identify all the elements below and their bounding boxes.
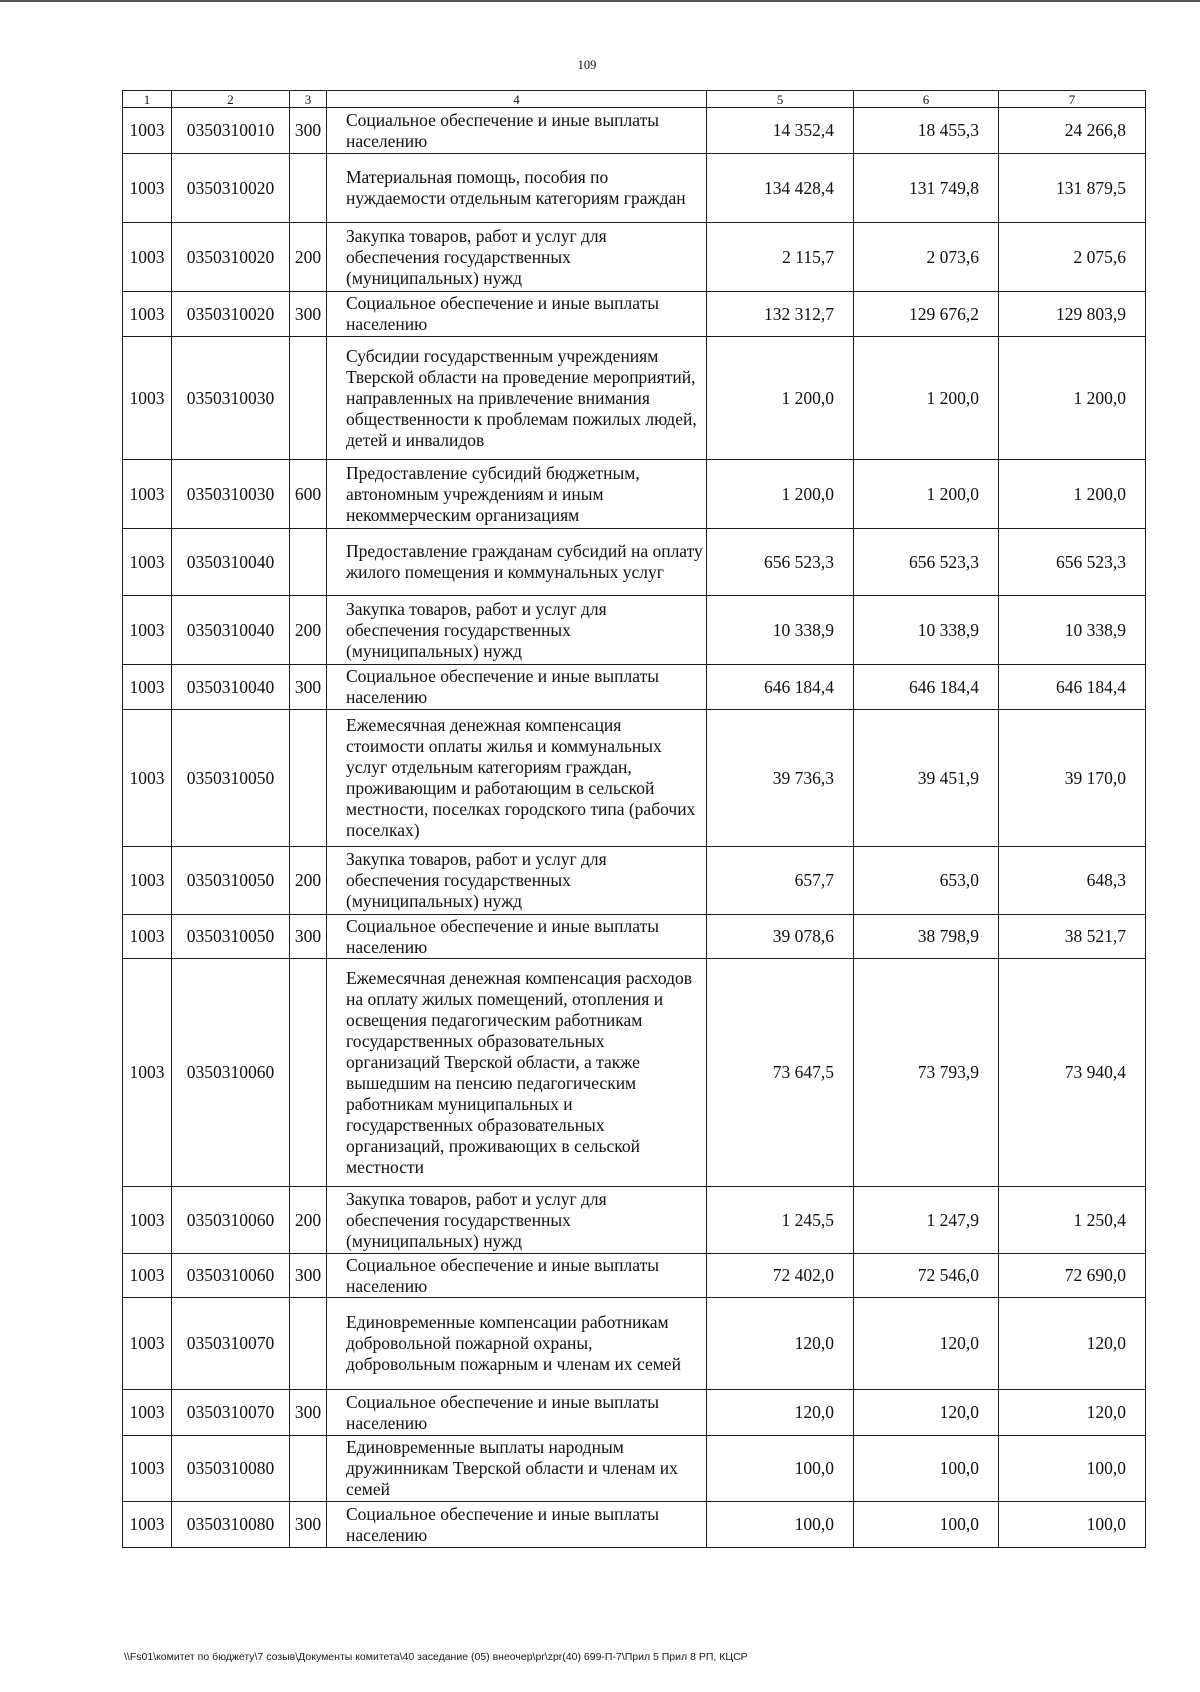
cell-col-5: 100,0 (707, 1436, 854, 1502)
cell-col-7: 120,0 (999, 1390, 1146, 1436)
cell-col-4: Социальное обеспечение и иные выплаты населению (327, 915, 707, 959)
cell-col-7: 648,3 (999, 847, 1146, 915)
cell-col-3: 300 (290, 1390, 327, 1436)
cell-col-4: Единовременные компенсации работникам добровольной пожарной охраны, добровольным пожарным и членам их семей (327, 1298, 707, 1390)
cell-col-2: 0350310060 (172, 959, 290, 1187)
cell-col-5: 646 184,4 (707, 665, 854, 710)
cell-col-7: 10 338,9 (999, 596, 1146, 665)
cell-col-2: 0350310080 (172, 1436, 290, 1502)
cell-col-4: Предоставление субсидий бюджетным, автономным учреждениям и иным некоммерческим организациям (327, 460, 707, 529)
cell-col-2: 0350310070 (172, 1390, 290, 1436)
cell-col-3 (290, 1436, 327, 1502)
table-row (123, 1298, 1146, 1390)
header-cell-7: 7 (999, 91, 1146, 108)
cell-col-7: 39 170,0 (999, 710, 1146, 847)
cell-col-5: 134 428,4 (707, 154, 854, 223)
cell-col-3 (290, 959, 327, 1187)
cell-col-3 (290, 529, 327, 596)
table-row (123, 337, 1146, 460)
cell-col-3: 300 (290, 292, 327, 337)
cell-col-1: 1003 (123, 596, 172, 665)
cell-col-6: 1 247,9 (854, 1187, 999, 1254)
cell-col-4: Закупка товаров, работ и услуг для обеспечения государственных (муниципальных) нужд (327, 847, 707, 915)
cell-col-3: 300 (290, 108, 327, 154)
cell-col-1: 1003 (123, 154, 172, 223)
cell-col-4: Социальное обеспечение и иные выплаты населению (327, 108, 707, 154)
cell-col-6: 72 546,0 (854, 1254, 999, 1298)
cell-col-6: 129 676,2 (854, 292, 999, 337)
cell-col-4: Социальное обеспечение и иные выплаты населению (327, 1254, 707, 1298)
cell-col-1: 1003 (123, 108, 172, 154)
header-cell-2: 2 (172, 91, 290, 108)
cell-col-2: 0350310030 (172, 337, 290, 460)
cell-col-3: 200 (290, 223, 327, 292)
cell-col-3: 200 (290, 596, 327, 665)
cell-col-5: 73 647,5 (707, 959, 854, 1187)
cell-col-1: 1003 (123, 460, 172, 529)
table-row (123, 108, 1146, 154)
cell-col-4: Закупка товаров, работ и услуг для обеспечения государственных (муниципальных) нужд (327, 223, 707, 292)
cell-col-6: 1 200,0 (854, 460, 999, 529)
cell-col-7: 24 266,8 (999, 108, 1146, 154)
header-cell-3: 3 (290, 91, 327, 108)
cell-col-3: 200 (290, 1187, 327, 1254)
cell-col-4: Социальное обеспечение и иные выплаты населению (327, 1390, 707, 1436)
cell-col-3 (290, 337, 327, 460)
cell-col-2: 0350310040 (172, 596, 290, 665)
cell-col-4: Закупка товаров, работ и услуг для обеспечения государственных (муниципальных) нужд (327, 1187, 707, 1254)
cell-col-3: 200 (290, 847, 327, 915)
cell-col-3: 300 (290, 915, 327, 959)
cell-col-5: 120,0 (707, 1298, 854, 1390)
cell-col-2: 0350310060 (172, 1254, 290, 1298)
cell-col-2: 0350310040 (172, 529, 290, 596)
cell-col-7: 72 690,0 (999, 1254, 1146, 1298)
cell-col-4: Субсидии государственным учреждениям Тверской области на проведение мероприятий, направленных на привлечение внимания общественности к проблемам пожилых людей, детей и инвалидов (327, 337, 707, 460)
cell-col-2: 0350310010 (172, 108, 290, 154)
cell-col-2: 0350310020 (172, 154, 290, 223)
cell-col-3 (290, 154, 327, 223)
cell-col-1: 1003 (123, 915, 172, 959)
cell-col-3 (290, 1298, 327, 1390)
cell-col-6: 38 798,9 (854, 915, 999, 959)
cell-col-7: 656 523,3 (999, 529, 1146, 596)
cell-col-3: 300 (290, 1254, 327, 1298)
table-row (123, 460, 1146, 529)
cell-col-2: 0350310020 (172, 223, 290, 292)
cell-col-6: 18 455,3 (854, 108, 999, 154)
cell-col-2: 0350310050 (172, 710, 290, 847)
cell-col-5: 14 352,4 (707, 108, 854, 154)
table-row (123, 1187, 1146, 1254)
table-row (123, 710, 1146, 847)
cell-col-6: 100,0 (854, 1436, 999, 1502)
cell-col-6: 120,0 (854, 1298, 999, 1390)
cell-col-5: 39 078,6 (707, 915, 854, 959)
cell-col-5: 10 338,9 (707, 596, 854, 665)
header-cell-4: 4 (327, 91, 707, 108)
cell-col-5: 132 312,7 (707, 292, 854, 337)
cell-col-1: 1003 (123, 1187, 172, 1254)
cell-col-6: 131 749,8 (854, 154, 999, 223)
cell-col-3: 600 (290, 460, 327, 529)
table-row (123, 154, 1146, 223)
cell-col-4: Ежемесячная денежная компенсация расходов на оплату жилых помещений, отопления и освещения педагогическим работникам государственных образовательных организаций Тверской области, а также вышедшим на пенсию педагогическим работникам муниципальных и государственных образовательных организаций, проживающих в сельской местности (327, 959, 707, 1187)
cell-col-7: 1 200,0 (999, 337, 1146, 460)
cell-col-5: 1 245,5 (707, 1187, 854, 1254)
cell-col-2: 0350310040 (172, 665, 290, 710)
cell-col-2: 0350310050 (172, 847, 290, 915)
header-cell-6: 6 (854, 91, 999, 108)
cell-col-1: 1003 (123, 1436, 172, 1502)
data-table (122, 90, 1146, 1548)
cell-col-2: 0350310030 (172, 460, 290, 529)
cell-col-4: Ежемесячная денежная компенсация стоимости оплаты жилья и коммунальных услуг отдельным категориям граждан, проживающим и работающим в сельской местности, поселках городского типа (рабочих поселках) (327, 710, 707, 847)
table-row (123, 847, 1146, 915)
cell-col-6: 2 073,6 (854, 223, 999, 292)
cell-col-6: 120,0 (854, 1390, 999, 1436)
table-row (123, 665, 1146, 710)
table-row (123, 596, 1146, 665)
cell-col-6: 646 184,4 (854, 665, 999, 710)
cell-col-4: Материальная помощь, пособия по нуждаемости отдельным категориям граждан (327, 154, 707, 223)
cell-col-6: 73 793,9 (854, 959, 999, 1187)
cell-col-7: 38 521,7 (999, 915, 1146, 959)
cell-col-7: 646 184,4 (999, 665, 1146, 710)
table-row (123, 959, 1146, 1187)
table-header (123, 91, 1146, 108)
cell-col-7: 73 940,4 (999, 959, 1146, 1187)
cell-col-7: 131 879,5 (999, 154, 1146, 223)
cell-col-7: 2 075,6 (999, 223, 1146, 292)
cell-col-1: 1003 (123, 1502, 172, 1548)
cell-col-1: 1003 (123, 1254, 172, 1298)
cell-col-7: 100,0 (999, 1436, 1146, 1502)
cell-col-6: 39 451,9 (854, 710, 999, 847)
cell-col-6: 100,0 (854, 1502, 999, 1548)
cell-col-4: Закупка товаров, работ и услуг для обеспечения государственных (муниципальных) нужд (327, 596, 707, 665)
cell-col-5: 657,7 (707, 847, 854, 915)
cell-col-5: 2 115,7 (707, 223, 854, 292)
cell-col-1: 1003 (123, 959, 172, 1187)
cell-col-5: 72 402,0 (707, 1254, 854, 1298)
cell-col-1: 1003 (123, 710, 172, 847)
table-row (123, 1436, 1146, 1502)
table-row (123, 529, 1146, 596)
cell-col-5: 100,0 (707, 1502, 854, 1548)
cell-col-1: 1003 (123, 223, 172, 292)
cell-col-5: 656 523,3 (707, 529, 854, 596)
table-row (123, 1390, 1146, 1436)
cell-col-6: 656 523,3 (854, 529, 999, 596)
cell-col-1: 1003 (123, 529, 172, 596)
cell-col-2: 0350310080 (172, 1502, 290, 1548)
cell-col-6: 10 338,9 (854, 596, 999, 665)
cell-col-7: 1 250,4 (999, 1187, 1146, 1254)
cell-col-4: Социальное обеспечение и иные выплаты населению (327, 292, 707, 337)
cell-col-4: Социальное обеспечение и иные выплаты населению (327, 665, 707, 710)
cell-col-6: 653,0 (854, 847, 999, 915)
cell-col-2: 0350310050 (172, 915, 290, 959)
cell-col-3: 300 (290, 665, 327, 710)
cell-col-2: 0350310060 (172, 1187, 290, 1254)
cell-col-2: 0350310020 (172, 292, 290, 337)
cell-col-4: Единовременные выплаты народным дружинникам Тверской области и членам их семей (327, 1436, 707, 1502)
table-row (123, 1254, 1146, 1298)
cell-col-5: 120,0 (707, 1390, 854, 1436)
cell-col-2: 0350310070 (172, 1298, 290, 1390)
cell-col-5: 1 200,0 (707, 460, 854, 529)
table-row (123, 1502, 1146, 1548)
scan-edge-line (0, 0, 1200, 2)
cell-col-7: 100,0 (999, 1502, 1146, 1548)
table-row (123, 223, 1146, 292)
cell-col-1: 1003 (123, 1298, 172, 1390)
header-cell-5: 5 (707, 91, 854, 108)
page-number: 109 (577, 58, 597, 72)
header-cell-1: 1 (123, 91, 172, 108)
cell-col-7: 120,0 (999, 1298, 1146, 1390)
cell-col-3: 300 (290, 1502, 327, 1548)
cell-col-1: 1003 (123, 337, 172, 460)
cell-col-1: 1003 (123, 1390, 172, 1436)
cell-col-3 (290, 710, 327, 847)
cell-col-1: 1003 (123, 665, 172, 710)
cell-col-1: 1003 (123, 292, 172, 337)
cell-col-5: 1 200,0 (707, 337, 854, 460)
table-row (123, 292, 1146, 337)
cell-col-4: Социальное обеспечение и иные выплаты населению (327, 1502, 707, 1548)
cell-col-7: 129 803,9 (999, 292, 1146, 337)
table-body (123, 108, 1146, 1548)
file-path-footer: \\Fs01\комитет по бюджету\7 созыв\Документы комитета\40 заседание (05) внеочер\pr\zpr(40) 699-П-7\Прил 5 Прил 8 РП, КЦСР (124, 1651, 748, 1663)
cell-col-6: 1 200,0 (854, 337, 999, 460)
cell-col-5: 39 736,3 (707, 710, 854, 847)
header-row (123, 91, 1146, 108)
cell-col-1: 1003 (123, 847, 172, 915)
table-row (123, 915, 1146, 959)
cell-col-7: 1 200,0 (999, 460, 1146, 529)
cell-col-4: Предоставление гражданам субсидий на оплату жилого помещения и коммунальных услуг (327, 529, 707, 596)
